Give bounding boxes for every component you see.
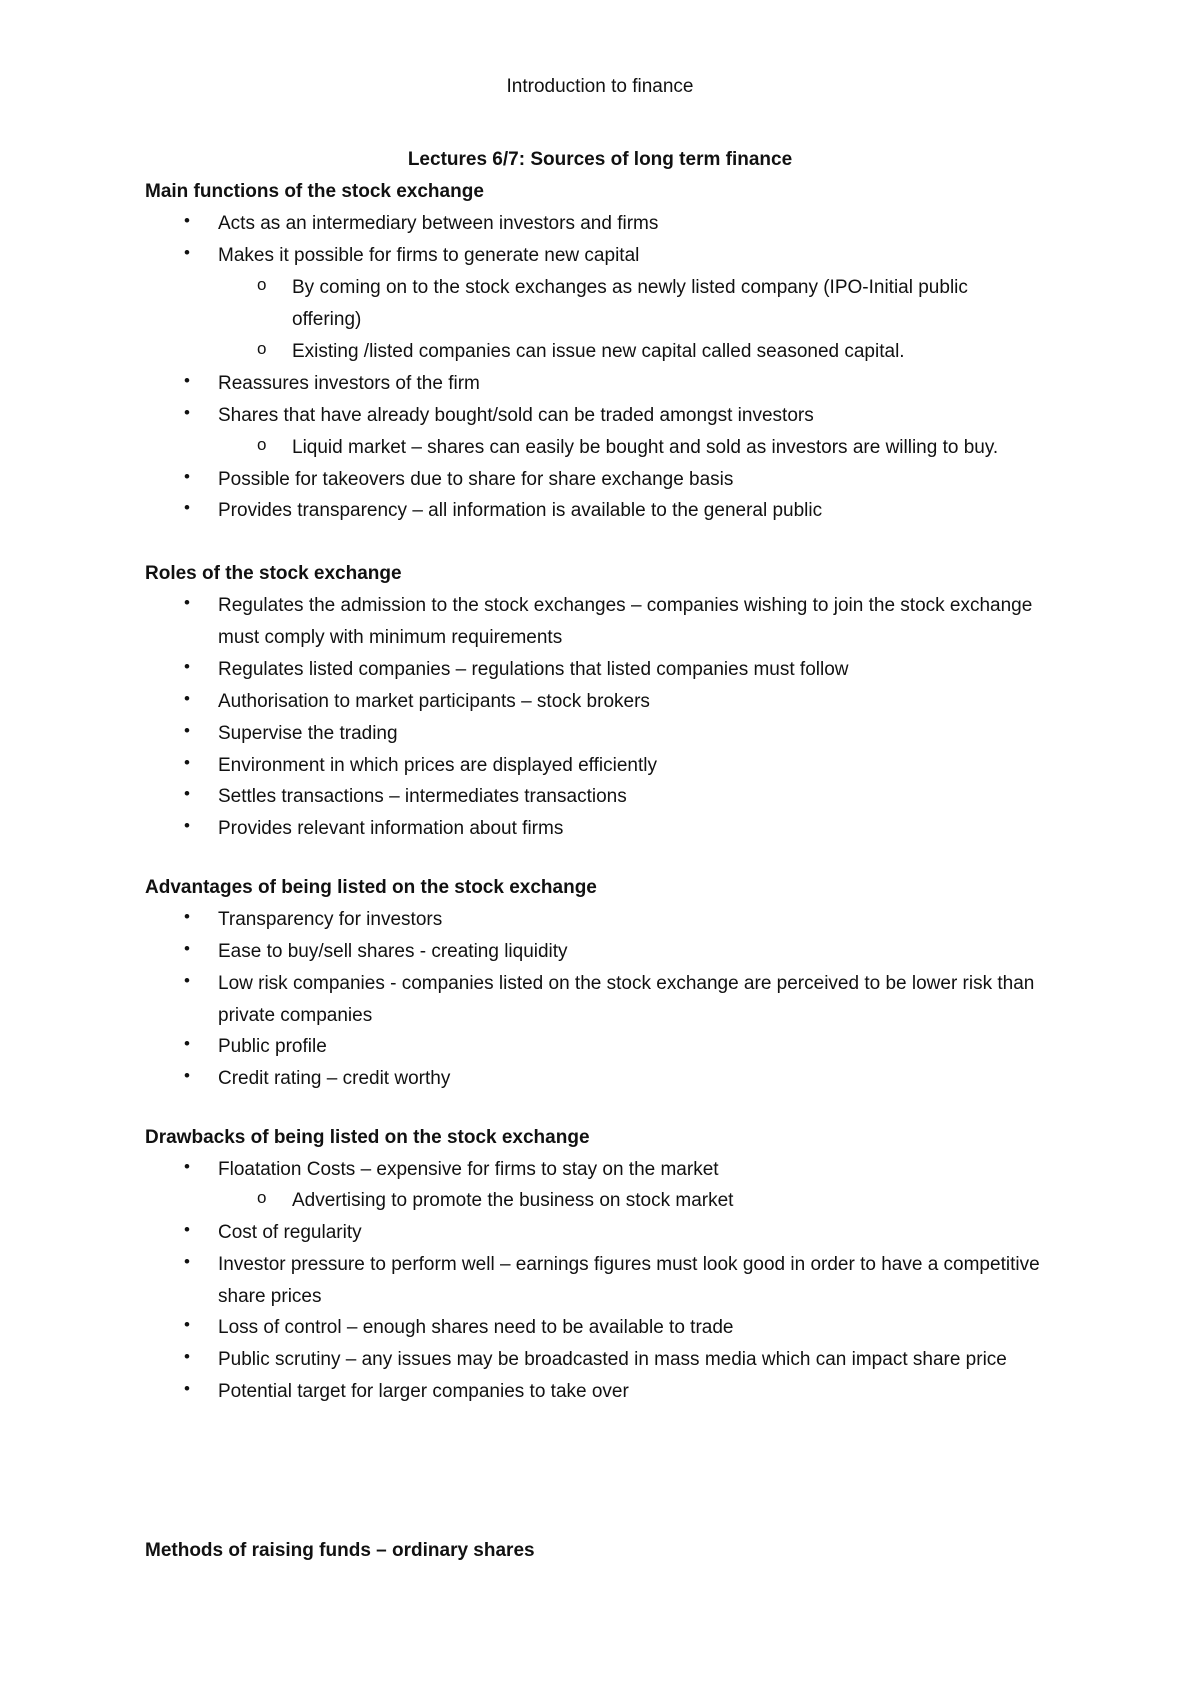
list-item-text: Provides transparency – all information is available to the general public — [218, 500, 823, 521]
list-item-text: Makes it possible for firms to generate new capital — [218, 245, 640, 266]
bullet: • — [184, 1034, 190, 1053]
bullet: • — [184, 939, 190, 958]
list-item-text: Regulates the admission to the stock exchanges – companies wishing to join the stock exchange must comply with minimum requirements — [218, 595, 1033, 648]
sub-bullet: o — [257, 1188, 267, 1207]
list-item-text: Loss of control – enough shares need to be available to trade — [218, 1317, 734, 1338]
bullet: • — [184, 211, 190, 230]
sub-bullet: o — [257, 339, 267, 358]
list-item-text: Shares that have already bought/sold can be traded amongst investors — [218, 405, 814, 426]
lecture-title: Lectures 6/7: Sources of long term finance — [407, 149, 793, 170]
list-item-text: Reassures investors of the firm — [218, 373, 480, 394]
list-item-text: Environment in which prices are displayed efficiently — [218, 755, 657, 776]
list-item-text: Credit rating – credit worthy — [218, 1068, 451, 1089]
list-item-text: Acts as an intermediary between investors and firms — [218, 213, 659, 234]
list-item-text: Transparency for investors — [218, 909, 443, 930]
document-title: Introduction to finance — [506, 76, 694, 97]
bullet: • — [184, 1220, 190, 1239]
sub-bullet: o — [257, 435, 267, 454]
bullet: • — [184, 721, 190, 740]
sub-list-item-text: Liquid market – shares can easily be bought and sold as investors are willing to buy. — [292, 437, 999, 458]
bullet: • — [184, 403, 190, 422]
bullet: • — [184, 243, 190, 262]
section-heading: Main functions of the stock exchange — [145, 181, 484, 202]
bullet: • — [184, 467, 190, 486]
bullet: • — [184, 1315, 190, 1334]
bullet: • — [184, 816, 190, 835]
bullet: • — [184, 1157, 190, 1176]
sub-list-item-text: By coming on to the stock exchanges as newly listed company (IPO-Initial public offering) — [292, 277, 968, 330]
bullet: • — [184, 784, 190, 803]
list-item-text: Settles transactions – intermediates transactions — [218, 786, 627, 807]
list-item-text: Authorisation to market participants – stock brokers — [218, 691, 650, 712]
sub-bullet: o — [257, 275, 267, 294]
list-item-text: Supervise the trading — [218, 723, 398, 744]
bullet: • — [184, 593, 190, 612]
list-item-text: Ease to buy/sell shares - creating liquidity — [218, 941, 568, 962]
list-item-text: Potential target for larger companies to take over — [218, 1381, 629, 1402]
list-item-text: Low risk companies - companies listed on the stock exchange are perceived to be lower risk than private companies — [218, 973, 1035, 1026]
bullet: • — [184, 907, 190, 926]
section-heading: Advantages of being listed on the stock exchange — [145, 877, 597, 898]
list-item-text: Investor pressure to perform well – earnings figures must look good in order to have a competitive share prices — [218, 1254, 1040, 1307]
bullet: • — [184, 1347, 190, 1366]
bullet: • — [184, 657, 190, 676]
bullet: • — [184, 371, 190, 390]
list-item-text: Floatation Costs – expensive for firms to stay on the market — [218, 1159, 719, 1180]
bullet: • — [184, 498, 190, 517]
bullet: • — [184, 1066, 190, 1085]
section-heading: Roles of the stock exchange — [145, 563, 402, 584]
bullet: • — [184, 689, 190, 708]
sub-list-item-text: Existing /listed companies can issue new capital called seasoned capital. — [292, 341, 905, 362]
list-item-text: Public scrutiny – any issues may be broadcasted in mass media which can impact share price — [218, 1349, 1007, 1370]
list-item-text: Cost of regularity — [218, 1222, 362, 1243]
sub-list-item-text: Advertising to promote the business on stock market — [292, 1190, 734, 1211]
section-heading: Drawbacks of being listed on the stock exchange — [145, 1127, 590, 1148]
list-item-text: Public profile — [218, 1036, 327, 1057]
bullet: • — [184, 1379, 190, 1398]
list-item-text: Regulates listed companies – regulations that listed companies must follow — [218, 659, 849, 680]
section-heading: Methods of raising funds – ordinary shares — [145, 1540, 535, 1561]
list-item-text: Possible for takeovers due to share for share exchange basis — [218, 469, 734, 490]
bullet: • — [184, 753, 190, 772]
list-item-text: Provides relevant information about firms — [218, 818, 564, 839]
bullet: • — [184, 971, 190, 990]
bullet: • — [184, 1252, 190, 1271]
